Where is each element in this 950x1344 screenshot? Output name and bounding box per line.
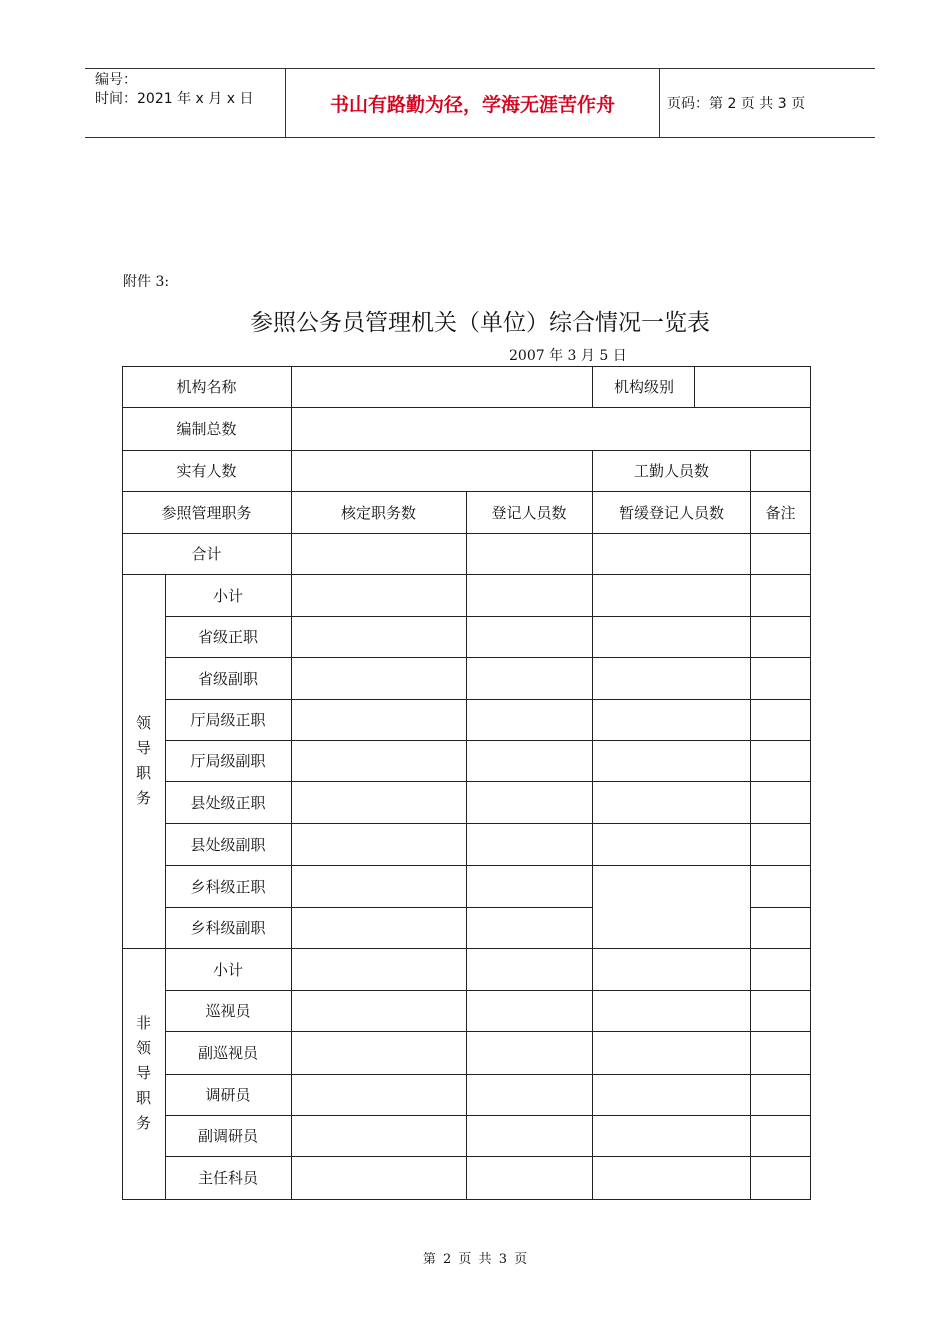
row-label: 副巡视员 (197, 1044, 258, 1062)
group-char: 职 (135, 764, 151, 782)
leader-group-label (122, 574, 165, 948)
table-rule (750, 907, 810, 908)
attachment-label: 附件 3: (123, 274, 170, 290)
group-char: 务 (135, 1114, 151, 1132)
row-label: 小计 (212, 586, 243, 605)
group-char: 领 (135, 1039, 151, 1057)
header-divider (659, 69, 660, 137)
org-name-label: 机构名称 (176, 378, 237, 396)
col-header-approved: 核定职务数 (340, 503, 416, 522)
header-motto: 书山有路勤为径，学海无涯苦作舟 (329, 93, 615, 116)
row-label: 乡科级正职 (190, 877, 266, 896)
row-label: 省级正职 (197, 628, 258, 646)
row-label: 省级副职 (197, 669, 258, 688)
document-date: 2007 年 3 月 5 日 (509, 348, 627, 364)
org-level-label: 机构级别 (613, 378, 674, 396)
document-title: 参照公务员管理机关（单位）综合情况一览表 (250, 310, 710, 336)
group-char: 务 (135, 789, 151, 807)
header-number: 编号： (95, 72, 137, 88)
group-char: 导 (135, 739, 151, 757)
group-char: 非 (135, 1014, 151, 1032)
table-rule (122, 1199, 811, 1200)
row-label: 厅局级副职 (190, 752, 266, 770)
header-page-info: 页码：第 2 页 共 3 页 (667, 96, 806, 112)
row-label: 副调研员 (197, 1127, 258, 1145)
col-header-remark: 备注 (765, 503, 796, 522)
row-label: 小计 (212, 960, 243, 979)
worker-count-label: 工勤人员数 (633, 462, 709, 480)
row-label: 主任科员 (197, 1169, 258, 1187)
page-header (85, 68, 875, 138)
table-rule (750, 491, 751, 1199)
staff-total-label: 编制总数 (176, 420, 237, 438)
table-rule (291, 366, 292, 574)
col-header-deferred: 暂缓登记人员数 (618, 503, 724, 522)
table-rule (592, 491, 593, 1199)
group-char: 领 (135, 714, 151, 732)
row-label: 县处级副职 (190, 835, 266, 854)
col-header-registered: 登记人员数 (491, 503, 567, 522)
row-label: 调研员 (205, 1086, 251, 1104)
row-label: 乡科级副职 (190, 919, 266, 937)
table-rule (291, 574, 292, 1199)
group-char: 职 (135, 1089, 151, 1107)
row-label: 厅局级正职 (190, 711, 266, 729)
header-time: 时间：2021 年 x 月 x 日 (95, 91, 254, 107)
actual-count-label: 实有人数 (176, 462, 237, 480)
col-header-positions: 参照管理职务 (161, 503, 252, 522)
header-meta (95, 71, 253, 109)
table-rule (810, 366, 811, 1200)
total-label: 合计 (191, 545, 222, 563)
row-label: 巡视员 (205, 1002, 251, 1020)
summary-table (122, 366, 810, 1199)
group-char: 导 (135, 1064, 151, 1082)
nonleader-group-label (122, 948, 165, 1199)
page-footer: 第 2 页 共 3 页 (422, 1252, 528, 1267)
table-rule (466, 491, 467, 1199)
row-label: 县处级正职 (190, 793, 266, 812)
